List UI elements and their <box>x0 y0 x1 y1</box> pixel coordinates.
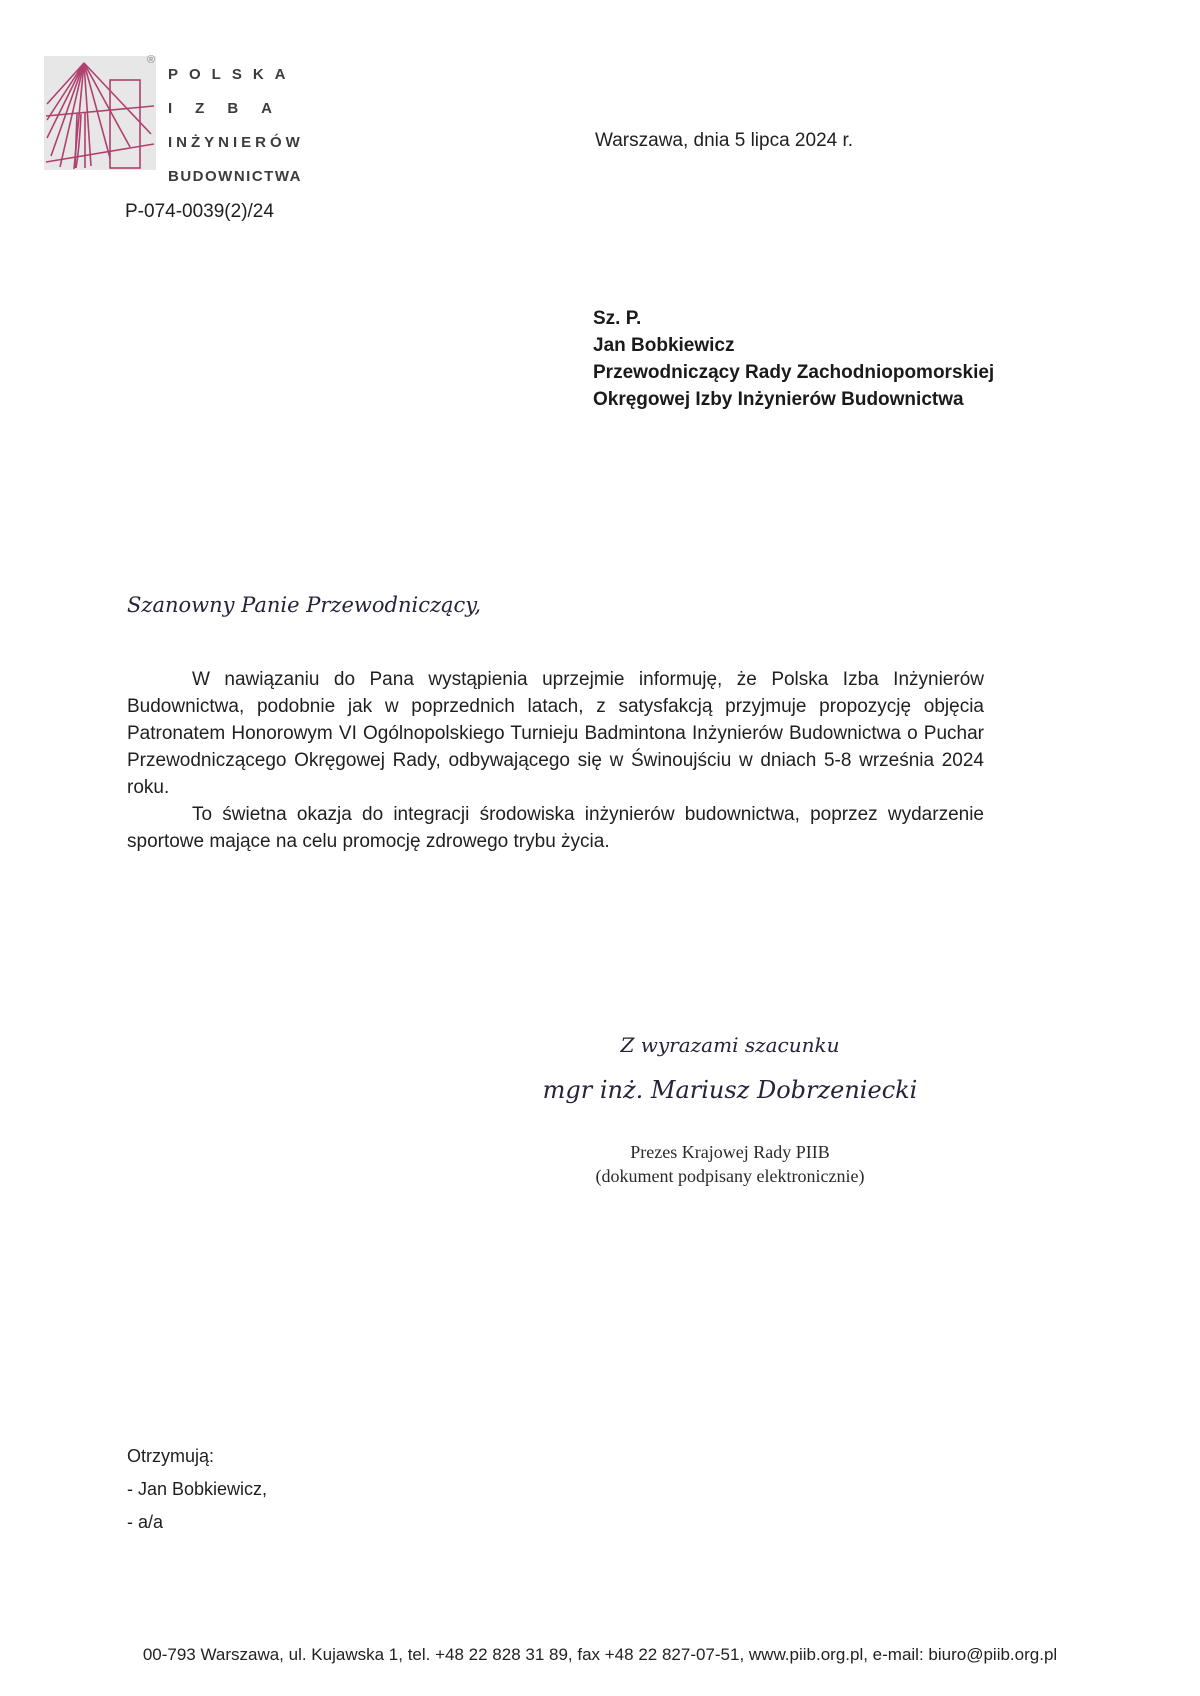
recipient-title-line-1: Przewodniczący Rady Zachodniopomorskiej <box>593 362 995 383</box>
signatory-name: mgr inż. Mariusz Dobrzeniecki <box>542 1076 918 1104</box>
letter-body <box>127 666 984 855</box>
distribution-item: - Jan Bobkiewicz, <box>127 1479 268 1499</box>
logo-wordmark-line-4: BUDOWNICTWA <box>168 168 302 185</box>
piib-logo <box>44 54 314 185</box>
logo-wordmark-line-3: INŻYNIERÓW <box>168 134 304 151</box>
body-paragraph-2: To świetna okazja do integracji środowiska inżynierów budownictwa, poprzez wydarzenie sportowe mające na celu promocję zdrowego trybu życia. <box>127 804 984 852</box>
footer-contact-line: 00-793 Warszawa, ul. Kujawska 1, tel. +48 22 828 31 89, fax +48 22 827-07-51, www.piib.org.pl, e-mail: biuro@piib.org.pl <box>142 1645 1058 1664</box>
distribution-item: - a/a <box>127 1512 164 1532</box>
registered-trademark-icon: ® <box>147 54 156 66</box>
signature-note: (dokument podpisany elektronicznie) <box>595 1166 865 1186</box>
greeting: Szanowny Panie Przewodniczący, <box>127 593 482 617</box>
distribution-list <box>127 1440 267 1539</box>
signature-block <box>500 1033 960 1187</box>
recipient-block <box>593 305 994 413</box>
reference-number: P-074-0039(2)/24 <box>125 201 274 222</box>
logo-wordmark <box>168 58 328 194</box>
recipient-name: Jan Bobkiewicz <box>593 335 735 356</box>
date-line: Warszawa, dnia 5 lipca 2024 r. <box>595 130 854 151</box>
closing-phrase: Z wyrazami szacunku <box>620 1033 840 1057</box>
body-paragraph-1: W nawiązaniu do Pana wystąpienia uprzejmie informuję, że Polska Izba Inżynierów Budownictwa, podobnie jak w poprzednich latach, z satysfakcją przyjmuje propozycję objęcia Patronatem Honorowym VI Ogólnopolskiego Turnieju Badmintona Inżynierów Budownictwa o Puchar Przewodniczącego Okręgowej Rady, odbywającego się w Świnoujściu w dniach 5-8 września 2024 roku. <box>127 669 984 798</box>
bridge-logo-icon <box>44 56 156 170</box>
recipient-salutation: Sz. P. <box>593 308 642 329</box>
signatory-title: Prezes Krajowej Rady PIIB <box>630 1142 830 1162</box>
recipient-title-line-2: Okręgowej Izby Inżynierów Budownictwa <box>593 389 964 410</box>
distribution-heading: Otrzymują: <box>127 1446 215 1466</box>
logo-wordmark-line-2: IZBA <box>168 100 295 117</box>
logo-wordmark-line-1: POLSKA <box>168 66 297 83</box>
